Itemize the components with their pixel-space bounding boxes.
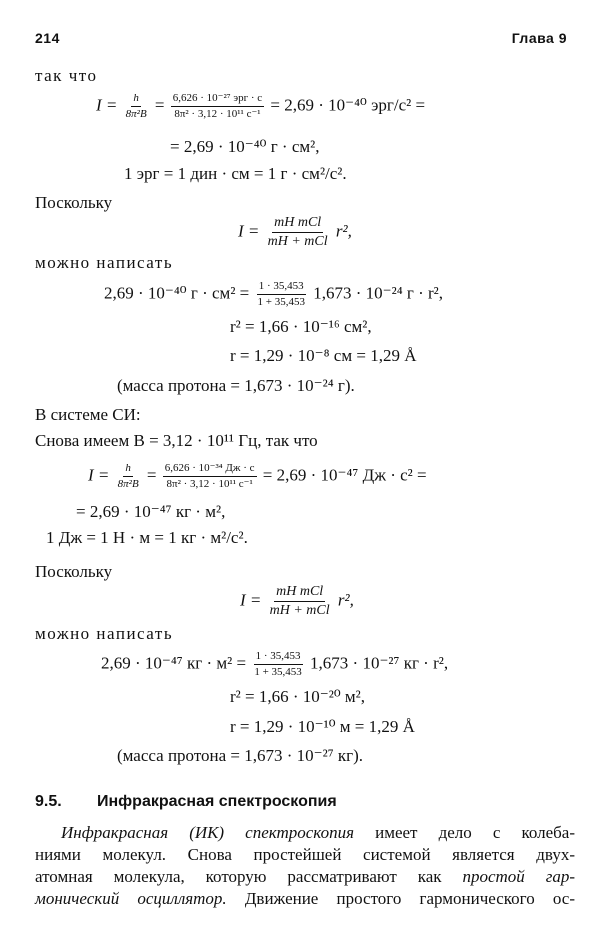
equation-moment-inertia-cgs: [96, 92, 425, 121]
text-tak-chto: так что: [35, 66, 98, 85]
section-heading: [35, 793, 337, 811]
eq3-line2: r² = 1,66 · 10⁻¹⁶ см²,: [230, 317, 372, 336]
term-harmonic-oscillator-b: монический осциллятор.: [35, 889, 227, 908]
eq1-rhs: = 2,69 · 10⁻⁴⁰ эрг/с² =: [270, 95, 426, 115]
eq2-frac: [266, 215, 330, 250]
eq5-rhs: r²,: [337, 590, 354, 610]
paragraph-line-4: [35, 888, 575, 910]
eq1-line3: 1 эрг = 1 дин · см = 1 г · см²/с².: [124, 164, 347, 183]
paragraph-line-3: [35, 866, 575, 888]
eq-si-b: B = 3,12 · 10¹¹ Гц,: [133, 431, 262, 450]
eq4-lhs: I =: [88, 465, 110, 485]
eq2-lhs: I =: [238, 221, 260, 241]
eq2-rhs: r²,: [335, 221, 352, 241]
term-ir-spectroscopy: Инфракрасная (ИК) спектроскопия: [61, 823, 355, 842]
eq1-frac-h: [124, 92, 149, 121]
text-mozhno-napisat-2: можно написать: [35, 624, 174, 643]
eq2-num: mH mCl: [272, 215, 323, 233]
eq6-line3: r = 1,29 · 10⁻¹⁰ м = 1,29 Å: [230, 717, 415, 736]
paragraph-line-4-rest: Движение простого гармонического ос-: [244, 889, 575, 908]
equation-reduced-mass-1: [238, 215, 352, 250]
eq4-line2: = 2,69 · 10⁻⁴⁷ кг · м²,: [76, 502, 226, 521]
eq4-frac1-den: 8π²B: [117, 478, 139, 490]
eq2-den: mH + mCl: [267, 234, 328, 249]
eq4-rhs: = 2,69 · 10⁻⁴⁷ Дж · с² =: [262, 465, 427, 485]
eq4-frac-values: [163, 462, 257, 491]
eq3-line4: (масса протона = 1,673 · 10⁻²⁴ г).: [117, 376, 355, 395]
eq5-num: mH mCl: [274, 584, 325, 602]
paragraph-line-1: [35, 822, 575, 844]
text-mozhno-napisat-1: можно написать: [35, 253, 174, 272]
eq3-lhs: 2,69 · 10⁻⁴⁰ г · см² =: [104, 283, 250, 303]
eq4-frac1-num: h: [123, 462, 133, 477]
eq3-line3: r = 1,29 · 10⁻⁸ см = 1,29 Å: [230, 346, 417, 365]
equation-bond-length-si: [101, 650, 448, 679]
eq4-line3: 1 Дж = 1 Н · м = 1 кг · м²/с².: [46, 528, 248, 547]
si-intro-line: [35, 431, 318, 451]
equation-bond-length-cgs: [104, 280, 443, 309]
eq1-lhs: I =: [96, 95, 118, 115]
body-paragraph: [35, 822, 575, 910]
text-tak-chto-2: так что: [265, 431, 318, 450]
section-title: Инфракрасная спектроскопия: [97, 793, 337, 810]
term-harmonic-oscillator-a: простой гар-: [462, 867, 575, 886]
eq4-frac2-den: 8π² · 3,12 · 10¹¹ с⁻¹: [166, 478, 253, 490]
page-number: 214: [35, 30, 60, 46]
eq1-frac1-num: h: [131, 92, 141, 107]
eq4-frac-h: [116, 462, 141, 491]
eq6-num: 1 · 35,453: [254, 650, 303, 665]
eq5-den: mH + mCl: [269, 603, 330, 618]
text-v-sisteme-si: В системе СИ:: [35, 405, 141, 424]
eq6-rhs: 1,673 · 10⁻²⁷ кг · r²,: [310, 653, 449, 673]
eq3-num: 1 · 35,453: [257, 280, 306, 295]
text-poskolku-1: Поскольку: [35, 193, 113, 212]
paragraph-line-2: ниями молекул. Снова простейшей системой является двух-: [35, 845, 575, 864]
equation-reduced-mass-2: [240, 584, 354, 619]
eq4-eq: =: [146, 465, 157, 485]
paragraph-line-3-start: атомная молекула, которую рассматривают как: [35, 867, 442, 886]
eq1-eq: =: [154, 95, 165, 115]
chapter-label: Глава 9: [511, 30, 567, 46]
eq6-lhs: 2,69 · 10⁻⁴⁷ кг · м² =: [101, 653, 247, 673]
eq1-line2: = 2,69 · 10⁻⁴⁰ г · см²,: [170, 137, 320, 156]
section-number: 9.5.: [35, 793, 62, 810]
eq1-frac1-den: 8π²B: [125, 108, 147, 120]
eq1-frac2-den: 8π² · 3,12 · 10¹¹ с⁻¹: [174, 108, 261, 120]
eq4-frac2-num: 6,626 · 10⁻³⁴ Дж · с: [163, 462, 257, 477]
eq6-frac: [252, 650, 303, 679]
eq6-den: 1 + 35,453: [254, 666, 302, 678]
eq1-frac-values: [171, 92, 264, 121]
paragraph-line-1-rest: имеет дело с колеба-: [375, 823, 576, 842]
text-poskolku-2: Поскольку: [35, 562, 113, 581]
eq5-lhs: I =: [240, 590, 262, 610]
eq1-frac2-num: 6,626 · 10⁻²⁷ эрг · с: [171, 92, 264, 107]
eq3-rhs: 1,673 · 10⁻²⁴ г · r²,: [313, 283, 444, 303]
eq6-line2: r² = 1,66 · 10⁻²⁰ м²,: [230, 687, 365, 706]
text-snova-imeem: Снова имеем: [35, 431, 130, 450]
eq3-den: 1 + 35,453: [257, 296, 305, 308]
eq3-frac: [256, 280, 307, 309]
equation-moment-inertia-si: [88, 462, 427, 491]
eq5-frac: [268, 584, 332, 619]
eq6-line4: (масса протона = 1,673 · 10⁻²⁷ кг).: [117, 746, 364, 765]
